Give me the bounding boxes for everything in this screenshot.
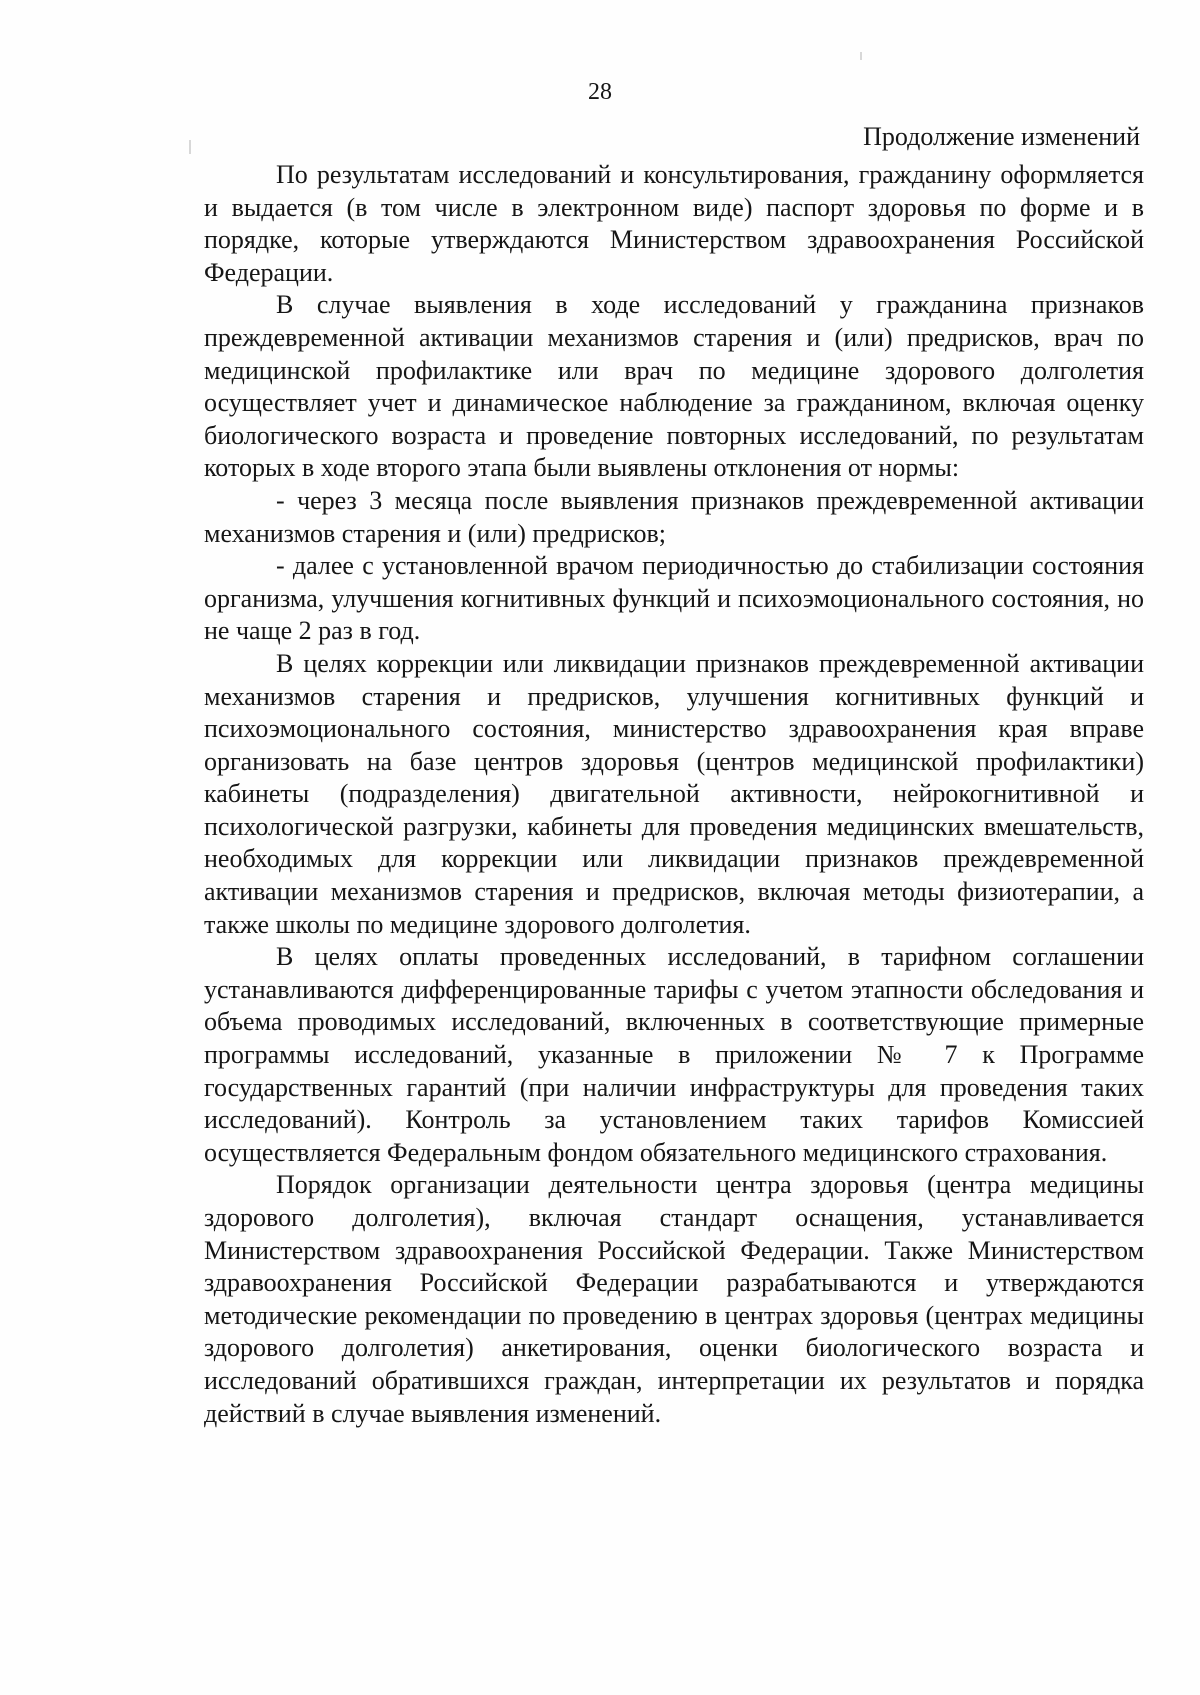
scan-artifact-mark [860, 52, 862, 60]
continuation-header: Продолжение изменений [863, 122, 1140, 151]
scan-artifact-mark [189, 140, 191, 154]
paragraph-dynamic-observation: В случае выявления в ходе исследований у гражданина признаков преждевременной активации механизмов старения и (или) предрисков, врач по медицинской профилактике или врач по медицине здорового долголетия осуществляет учет и динамическое наблюдение за гражданином, включая оценку биологического возраста и проведение повторных исследований, по результатам которых в ходе второго этапа были выявлены отклонения от нормы: [204, 290, 1144, 483]
paragraph-correction-offices: В целях коррекции или ликвидации признаков преждевременной активации механизмов старения и предрисков, улучшения когнитивных функций и психоэмоционального состояния, министерство здравоохранения края вправе организовать на базе центров здоровья (центров медицинской профилактики) кабинеты (подразделения) двигательной активности, нейрокогнитивной и психологической разгрузки, кабинеты для проведения медицинских вмешательств, необходимых для коррекции или ликвидации признаков преждевременной активации механизмов старения и предрисков, включая методы физиотерапии, а также школы по медицине здорового долголетия. [204, 648, 1144, 939]
document-body [204, 159, 1144, 1430]
list-item-three-months: - через 3 месяца после выявления признаков преждевременной активации механизмов старения и (или) предрисков; [204, 485, 1144, 548]
paragraph-organization-order: Порядок организации деятельности центра здоровья (центра медицины здорового долголетия), включая стандарт оснащения, устанавливается Министерством здравоохранения Российской Федерации. Также Министерством здравоохранения Российской Федерации разрабатываются и утверждаются методические рекомендации по проведению в центрах здоровья (центрах медицины здорового долголетия) анкетирования, оценки биологического возраста и исследований обратившихся граждан, интерпретации их результатов и порядка действий в случае выявления изменений. [204, 1170, 1144, 1428]
list-item-periodicity: - далее с установленной врачом периодичностью до стабилизации состояния организма, улучшения когнитивных функций и психоэмоционального состояния, но не чаще 2 раз в год. [204, 551, 1144, 646]
page-number: 28 [588, 79, 612, 105]
paragraph-health-passport: По результатам исследований и консультирования, гражданину оформляется и выдается (в том числе в электронном виде) паспорт здоровья по форме и в порядке, которые утверждаются Министерством здравоохранения Российской Федерации. [204, 160, 1144, 287]
paragraph-tariffs: В целях оплаты проведенных исследований, в тарифном соглашении устанавливаются дифференцированные тарифы с учетом этапности обследования и объема проводимых исследований, включенных в соответствующие примерные программы исследований, указанные в приложении № 7 к Программе государственных гарантий (при наличии инфраструктуры для проведения таких исследований). Контроль за установлением таких тарифов Комиссией осуществляется Федеральным фондом обязательного медицинского страхования. [204, 942, 1144, 1167]
